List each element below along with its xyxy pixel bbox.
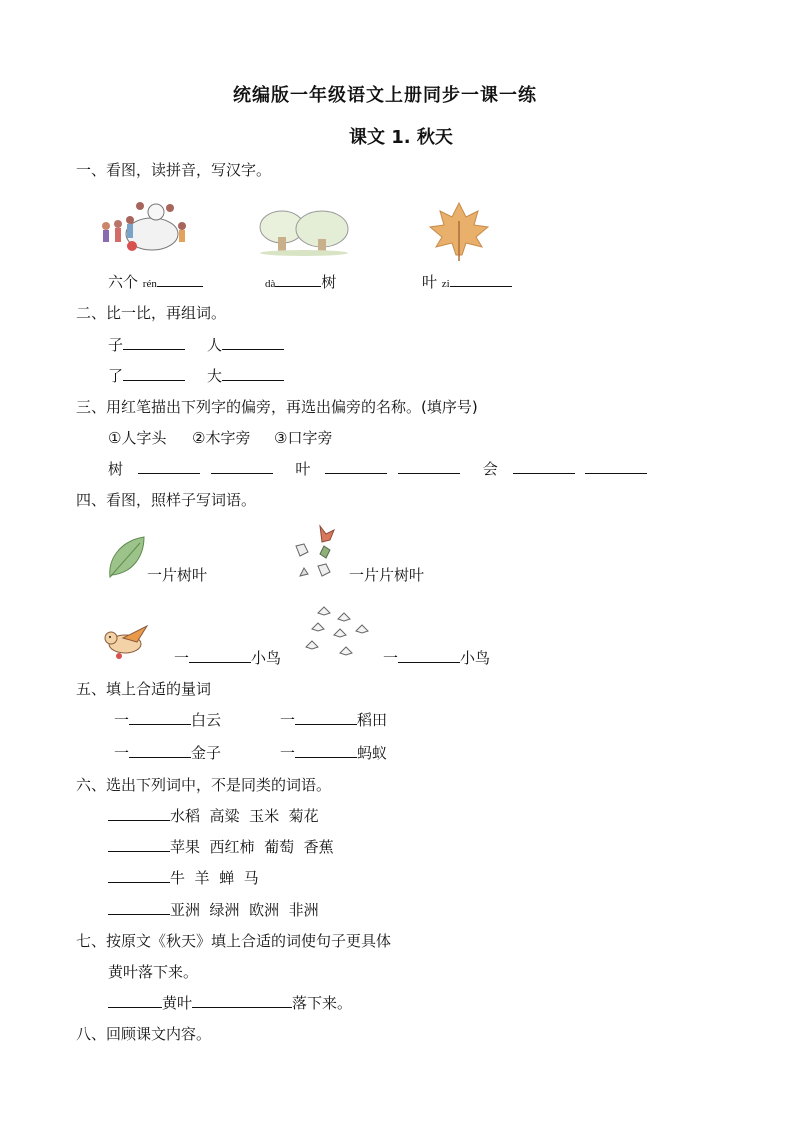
q5-item-3 (114, 743, 221, 763)
q5-noun: 蚂蚁 (357, 744, 388, 762)
q6-blank[interactable] (108, 837, 170, 852)
q3-blank[interactable] (138, 459, 200, 474)
q6-row-1 (108, 806, 319, 826)
q5-heading: 五、填上合适的量词 (76, 680, 212, 698)
q1-item-2 (265, 272, 336, 294)
q6-heading: 六、选出下列词中，不是同类的词语。 (76, 776, 332, 794)
q1-item-3-text: 叶 (422, 273, 442, 291)
q6-blank[interactable] (108, 900, 170, 915)
q1-item-1 (108, 272, 203, 294)
q7-sentence: 黄叶落下来。 (108, 963, 199, 981)
q4-measure-prefix: 一 (174, 649, 190, 667)
q5-item-1 (114, 710, 221, 730)
q5-blank[interactable] (129, 710, 191, 725)
q1-item-1-pinyin: rén (142, 278, 157, 290)
page-title: 统编版一年级语文上册同步一课一练 (233, 85, 537, 106)
q3-char: 会 (482, 460, 498, 478)
q3-blank[interactable] (325, 459, 387, 474)
q5-prefix: 一 (114, 744, 130, 762)
q1-item-1-blank[interactable] (157, 272, 203, 287)
q4-blank-item-1 (174, 648, 281, 668)
q6-row-3 (108, 868, 259, 888)
q4-blank[interactable] (189, 648, 251, 663)
q3-blank[interactable] (398, 459, 460, 474)
q2-blank[interactable] (123, 335, 185, 350)
q6-blank[interactable] (108, 806, 170, 821)
bird-picture (101, 620, 151, 660)
q1-item-3-pinyin: zi (441, 278, 450, 290)
q5-item-2 (280, 710, 387, 730)
q2-item-1 (108, 335, 185, 355)
q7-blank-2[interactable] (192, 993, 292, 1008)
q5-noun: 稻田 (357, 711, 388, 729)
q2-heading: 二、比一比，再组词。 (76, 304, 227, 322)
q3-option-1: ①人字头 (108, 429, 167, 447)
q7-word: 黄叶 (162, 994, 193, 1012)
lesson-title: 课文 1. 秋天 (349, 127, 453, 148)
q4-measure-prefix: 一 (383, 649, 399, 667)
q3-blank[interactable] (513, 459, 575, 474)
q7-heading: 七、按原文《秋天》填上合适的词使句子更具体 (76, 932, 392, 950)
q3-char: 叶 (295, 460, 311, 478)
q5-noun: 白云 (191, 711, 222, 729)
q2-blank[interactable] (123, 366, 185, 381)
flock-of-birds-picture (304, 605, 376, 663)
q4-example-2: 一片片树叶 (349, 566, 425, 584)
q6-words: 牛 羊 蝉 马 (170, 869, 259, 887)
q4-example-1: 一片树叶 (147, 566, 208, 584)
q3-blank[interactable] (585, 459, 647, 474)
q2-item-2 (207, 335, 284, 355)
q3-option-2: ②木字旁 (192, 429, 251, 447)
q7-blank-1[interactable] (108, 993, 162, 1008)
q5-blank[interactable] (295, 743, 357, 758)
q1-item-3 (422, 272, 512, 294)
falling-leaves-picture (290, 522, 350, 580)
q5-prefix: 一 (280, 744, 296, 762)
q5-blank[interactable] (295, 710, 357, 725)
q4-noun: 小鸟 (251, 649, 282, 667)
q6-blank[interactable] (108, 868, 170, 883)
q3-blank[interactable] (211, 459, 273, 474)
q4-blank[interactable] (398, 648, 460, 663)
q5-prefix: 一 (114, 711, 130, 729)
q6-words: 水稻 高粱 玉米 菊花 (170, 807, 319, 825)
q4-noun: 小鸟 (460, 649, 491, 667)
maple-leaf-picture (426, 201, 492, 263)
q1-item-3-blank[interactable] (450, 272, 512, 287)
q2-char: 了 (108, 367, 124, 385)
green-leaf-picture (104, 533, 148, 581)
q5-noun: 金子 (191, 744, 222, 762)
q3-char: 树 (108, 460, 124, 478)
q5-item-4 (280, 743, 387, 763)
q2-item-4 (207, 366, 284, 386)
q6-words: 苹果 西红柿 葡萄 香蕉 (170, 838, 334, 856)
q4-blank-item-2 (383, 648, 490, 668)
q3-heading: 三、用红笔描出下列字的偏旁，再选出偏旁的名称。(填序号) (76, 398, 478, 416)
q7-fill-line (108, 993, 352, 1013)
trees-picture (258, 207, 350, 257)
q6-row-2 (108, 837, 334, 857)
q2-item-3 (108, 366, 185, 386)
q2-char: 大 (207, 367, 223, 385)
q2-char: 人 (207, 336, 223, 354)
q8-heading: 八、回顾课文内容。 (76, 1025, 212, 1043)
q3-option-3: ③口字旁 (274, 429, 333, 447)
q2-char: 子 (108, 336, 124, 354)
q5-blank[interactable] (129, 743, 191, 758)
q6-row-4 (108, 900, 319, 920)
q5-prefix: 一 (280, 711, 296, 729)
q2-blank[interactable] (222, 335, 284, 350)
q2-blank[interactable] (222, 366, 284, 381)
children-snowman-picture (92, 198, 192, 256)
q4-heading: 四、看图，照样子写词语。 (76, 491, 257, 509)
q7-ending: 落下来。 (292, 994, 353, 1012)
q1-item-1-text: 六个 (108, 273, 143, 291)
q1-item-2-pinyin: dà (265, 278, 276, 290)
q6-words: 亚洲 绿洲 欧洲 非洲 (170, 901, 319, 919)
q1-item-2-text: 树 (321, 273, 337, 291)
q1-heading: 一、看图，读拼音，写汉字。 (76, 161, 272, 179)
q1-item-2-blank[interactable] (275, 272, 321, 287)
q3-row (108, 459, 647, 479)
